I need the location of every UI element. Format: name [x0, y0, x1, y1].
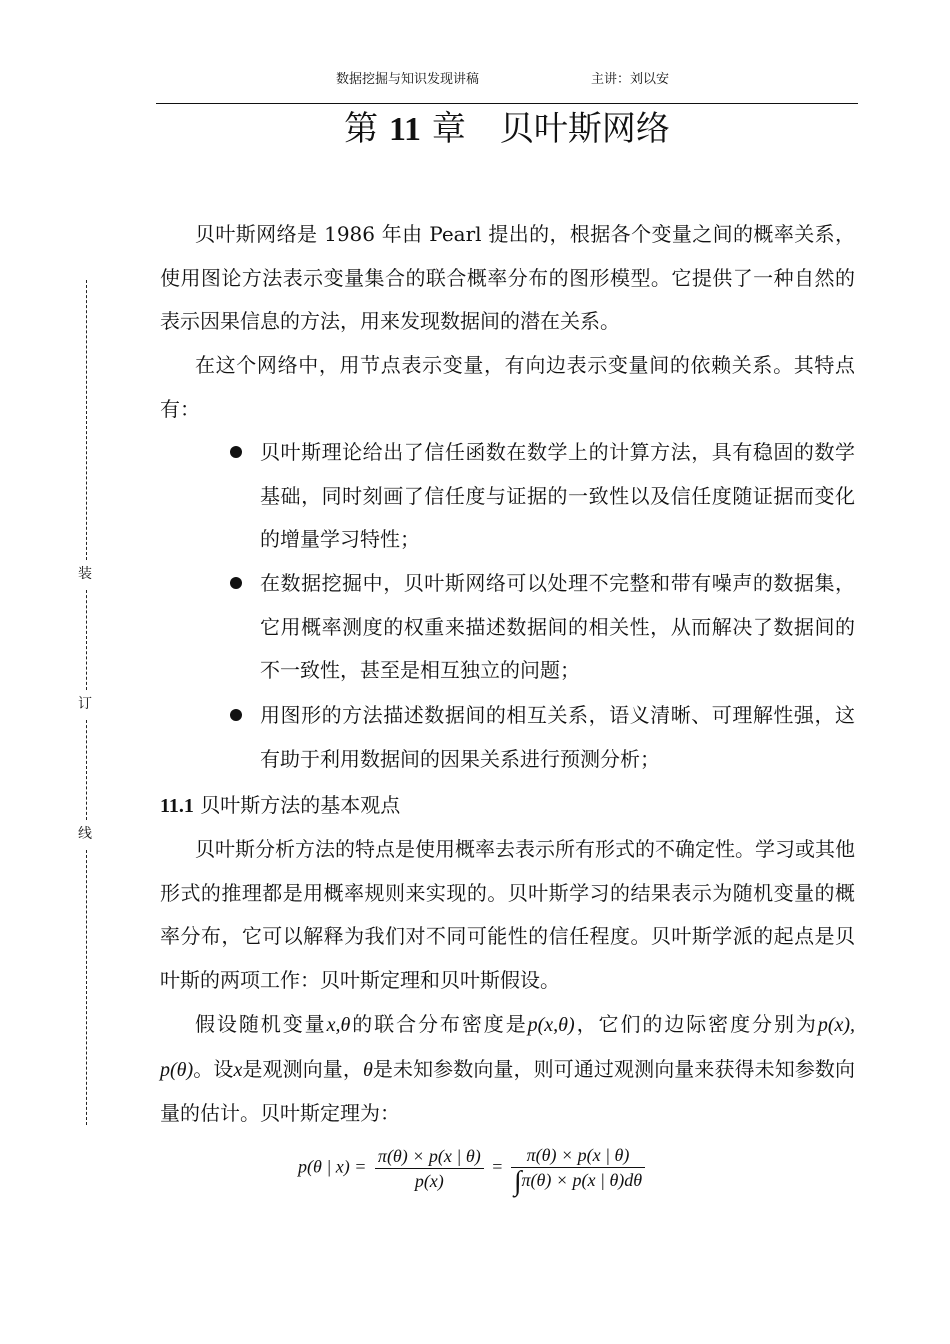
math-inline: x	[233, 1058, 243, 1081]
chapter-number: 11	[388, 111, 422, 148]
math-inline: θ	[362, 1058, 373, 1081]
integral-sign: ∫	[513, 1166, 522, 1197]
math-inline: p(x), p(θ)	[160, 1014, 856, 1081]
formula-fraction-1	[375, 1146, 484, 1191]
binding-line-1	[86, 280, 87, 560]
binding-char-3: 线	[78, 826, 92, 842]
binding-char-2: 订	[78, 696, 92, 712]
binding-char-1: 装	[78, 566, 92, 582]
binding-line-4	[86, 850, 87, 1125]
section-heading	[160, 790, 400, 821]
feature-item-3: 用图形的方法描述数据间的相互关系，语义清晰、可理解性强，这有助于利用数据间的因果关系进行预测分析；	[260, 703, 855, 771]
bullet-dot	[230, 577, 242, 589]
math-inline: p(x,θ)	[527, 1014, 575, 1036]
bayes-formula	[298, 1145, 649, 1197]
formula-equals: =	[492, 1156, 503, 1177]
formula-denominator-1: p(x)	[414, 1171, 444, 1191]
section-title: 贝叶斯方法的基本观点	[200, 793, 401, 817]
formula-lhs: p(θ | x) =	[298, 1156, 367, 1177]
intro-paragraph-2: 在这个网络中，用节点表示变量，有向边表示变量间的依赖关系。其特点有：	[160, 353, 855, 421]
lecturer: 主讲：刘以安	[591, 72, 670, 87]
chapter-title	[156, 106, 858, 153]
bullet-dot	[230, 446, 242, 458]
intro-paragraph-1: 贝叶斯网络是 1986 年由 Pearl 提出的，根据各个变量之间的概率关系，使用图论方法表示变量集合的联合概率分布的图形模型。它提供了一种自然的表示因果信息的方法，用来发现数据间的潜在关系。	[160, 222, 855, 333]
bullet-dot	[230, 709, 242, 721]
binding-line-2	[86, 590, 87, 690]
course-title: 数据挖掘与知识发现讲稿	[336, 72, 480, 87]
section-paragraph-1: 贝叶斯分析方法的特点是使用概率去表示所有形式的不确定性。学习或其他形式的推理都是用概率规则来实现的。贝叶斯学习的结果表示为随机变量的概率分布，它可以解释为我们对不同可能性的信任程度。贝叶斯学派的起点是贝叶斯的两项工作：贝叶斯定理和贝叶斯假设。	[160, 837, 855, 992]
chapter-prefix: 第	[344, 109, 379, 149]
feature-item-2: 在数据挖掘中，贝叶斯网络可以处理不完整和带有噪声的数据集，它用概率测度的权重来描述数据间的相关性，从而解决了数据间的不一致性，甚至是相互独立的问题；	[260, 571, 855, 682]
section-paragraph-2: 假设随机变量x,θ的联合分布密度是p(x,θ)，它们的边际密度分别为p(x), p(θ)。设x是观测向量，θ是未知参数向量，则可通过观测向量来获得未知参数向量的估计。贝叶斯定理为：	[160, 1012, 856, 1125]
chapter-suffix: 章	[431, 109, 466, 149]
chapter-name: 贝叶斯网络	[499, 109, 670, 149]
math-inline: x,θ	[326, 1014, 351, 1036]
binding-line-3	[86, 720, 87, 820]
formula-numerator-2: π(θ) × p(x | θ)	[511, 1145, 645, 1168]
formula-numerator-1: π(θ) × p(x | θ)	[375, 1146, 484, 1169]
formula-denominator-2: ∫π(θ) × p(x | θ)dθ	[513, 1166, 643, 1197]
formula-fraction-2	[511, 1145, 645, 1197]
feature-item-1: 贝叶斯理论给出了信任函数在数学上的计算方法，具有稳固的数学基础，同时刻画了信任度与证据的一致性以及信任度随证据而变化的增量学习特性；	[260, 440, 855, 551]
header-rule	[156, 103, 858, 104]
section-number: 11.1	[160, 795, 194, 817]
